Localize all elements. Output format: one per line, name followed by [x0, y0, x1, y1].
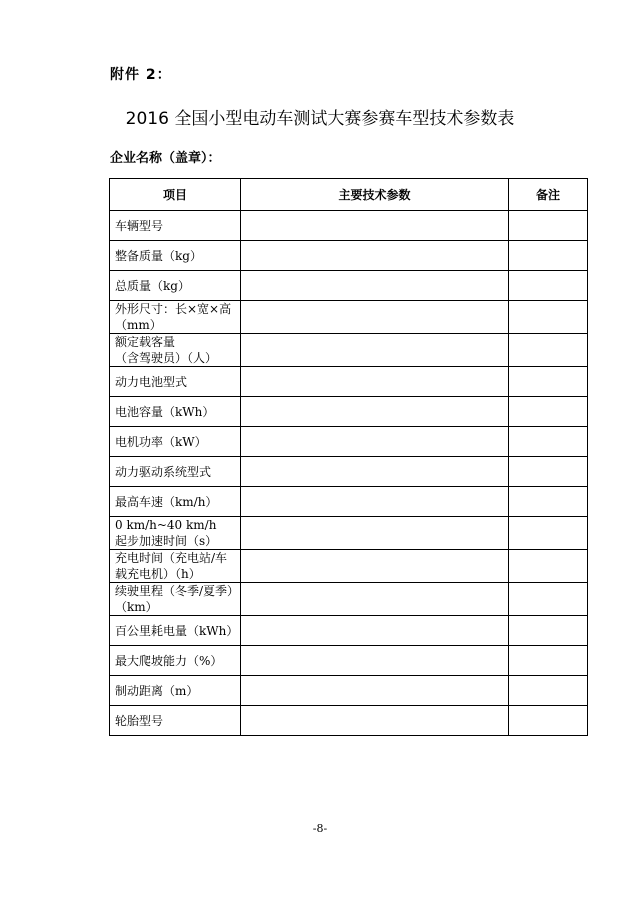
- row-item-label: （km）: [115, 600, 158, 614]
- row-notes-cell[interactable]: [509, 676, 588, 706]
- table-row: [110, 616, 588, 646]
- table-row: [110, 301, 588, 334]
- row-notes-cell[interactable]: [509, 427, 588, 457]
- row-item-label: 电机功率（kW）: [115, 434, 207, 449]
- table-header-row: [110, 179, 588, 211]
- row-item-cell: [110, 427, 241, 457]
- row-params-cell[interactable]: [241, 457, 509, 487]
- row-item-cell: [110, 583, 241, 616]
- header-item: 项目: [110, 179, 241, 211]
- table-row: [110, 583, 588, 616]
- row-item-cell: [110, 271, 241, 301]
- company-name-label: 企业名称（盖章）：: [110, 151, 221, 166]
- row-item-cell: [110, 616, 241, 646]
- table-row: [110, 334, 588, 367]
- table-row: [110, 211, 588, 241]
- table-row: [110, 646, 588, 676]
- row-params-cell[interactable]: [241, 334, 509, 367]
- attachment-label: 附件 2：: [110, 67, 172, 83]
- row-params-cell[interactable]: [241, 271, 509, 301]
- row-params-cell[interactable]: [241, 706, 509, 736]
- row-item-label: 续驶里程（冬季/夏季）: [115, 584, 240, 598]
- row-notes-cell[interactable]: [509, 301, 588, 334]
- row-notes-cell[interactable]: [509, 646, 588, 676]
- row-params-cell[interactable]: [241, 397, 509, 427]
- row-item-cell: [110, 706, 241, 736]
- row-item-label: 额定载客量: [115, 335, 176, 349]
- row-notes-cell[interactable]: [509, 367, 588, 397]
- row-item-label: 车辆型号: [115, 218, 164, 233]
- row-item-label: 轮胎型号: [115, 713, 164, 728]
- table-row: [110, 706, 588, 736]
- row-item-label: 0 km/h~40 km/h: [115, 518, 217, 532]
- row-item-cell: [110, 646, 241, 676]
- table-row: [110, 676, 588, 706]
- row-notes-cell[interactable]: [509, 271, 588, 301]
- row-notes-cell[interactable]: [509, 706, 588, 736]
- row-item-cell: [110, 397, 241, 427]
- row-item-label: （mm）: [115, 318, 162, 332]
- row-params-cell[interactable]: [241, 211, 509, 241]
- row-notes-cell[interactable]: [509, 397, 588, 427]
- table-row: [110, 487, 588, 517]
- row-params-cell[interactable]: [241, 676, 509, 706]
- row-item-label: 整备质量（kg）: [115, 248, 202, 263]
- table-row: [110, 397, 588, 427]
- row-item-cell: [110, 487, 241, 517]
- row-params-cell[interactable]: [241, 583, 509, 616]
- row-item-label: 载充电机）（h）: [115, 567, 201, 581]
- table-row: [110, 367, 588, 397]
- row-item-label: 电池容量（kWh）: [115, 404, 215, 419]
- row-notes-cell[interactable]: [509, 487, 588, 517]
- table-row: [110, 457, 588, 487]
- row-params-cell[interactable]: [241, 301, 509, 334]
- row-item-cell: [110, 676, 241, 706]
- row-notes-cell[interactable]: [509, 211, 588, 241]
- row-params-cell[interactable]: [241, 646, 509, 676]
- page-title: 2016 全国小型电动车测试大赛参赛车型技术参数表: [125, 109, 515, 129]
- row-notes-cell[interactable]: [509, 517, 588, 550]
- row-item-label: 总质量（kg）: [115, 278, 190, 293]
- row-notes-cell[interactable]: [509, 583, 588, 616]
- row-params-cell[interactable]: [241, 241, 509, 271]
- row-notes-cell[interactable]: [509, 550, 588, 583]
- table-row: [110, 550, 588, 583]
- row-item-cell: [110, 301, 241, 334]
- row-item-label: 制动距离（m）: [115, 683, 199, 698]
- row-params-cell[interactable]: [241, 550, 509, 583]
- table-row: [110, 241, 588, 271]
- table-row: [110, 427, 588, 457]
- row-item-label: 百公里耗电量（kWh）: [115, 623, 239, 638]
- row-params-cell[interactable]: [241, 616, 509, 646]
- row-item-label: 最大爬坡能力（%）: [115, 653, 223, 668]
- row-item-cell: [110, 211, 241, 241]
- row-item-label: 动力电池型式: [115, 374, 188, 389]
- row-item-cell: [110, 334, 241, 367]
- row-item-label: 最高车速（km/h）: [115, 494, 218, 509]
- table-row: [110, 271, 588, 301]
- row-item-cell: [110, 241, 241, 271]
- header-main-params: 主要技术参数: [241, 179, 509, 211]
- row-params-cell[interactable]: [241, 427, 509, 457]
- row-item-cell: [110, 517, 241, 550]
- row-item-label: 起步加速时间（s）: [115, 534, 218, 548]
- row-params-cell[interactable]: [241, 517, 509, 550]
- row-item-cell: [110, 367, 241, 397]
- row-params-cell[interactable]: [241, 487, 509, 517]
- row-item-cell: [110, 457, 241, 487]
- table-row: [110, 517, 588, 550]
- row-item-label: 外形尺寸：长×宽×高: [115, 302, 232, 316]
- page-number: -8-: [312, 822, 328, 835]
- row-item-label: 充电时间（充电站/车: [115, 551, 228, 565]
- row-item-cell: [110, 550, 241, 583]
- row-notes-cell[interactable]: [509, 241, 588, 271]
- row-params-cell[interactable]: [241, 367, 509, 397]
- header-notes: 备注: [509, 179, 588, 211]
- row-item-label: 动力驱动系统型式: [115, 464, 212, 479]
- row-item-label: （含驾驶员）（人）: [115, 351, 218, 365]
- row-notes-cell[interactable]: [509, 616, 588, 646]
- row-notes-cell[interactable]: [509, 457, 588, 487]
- row-notes-cell[interactable]: [509, 334, 588, 367]
- tech-params-table: [109, 178, 588, 736]
